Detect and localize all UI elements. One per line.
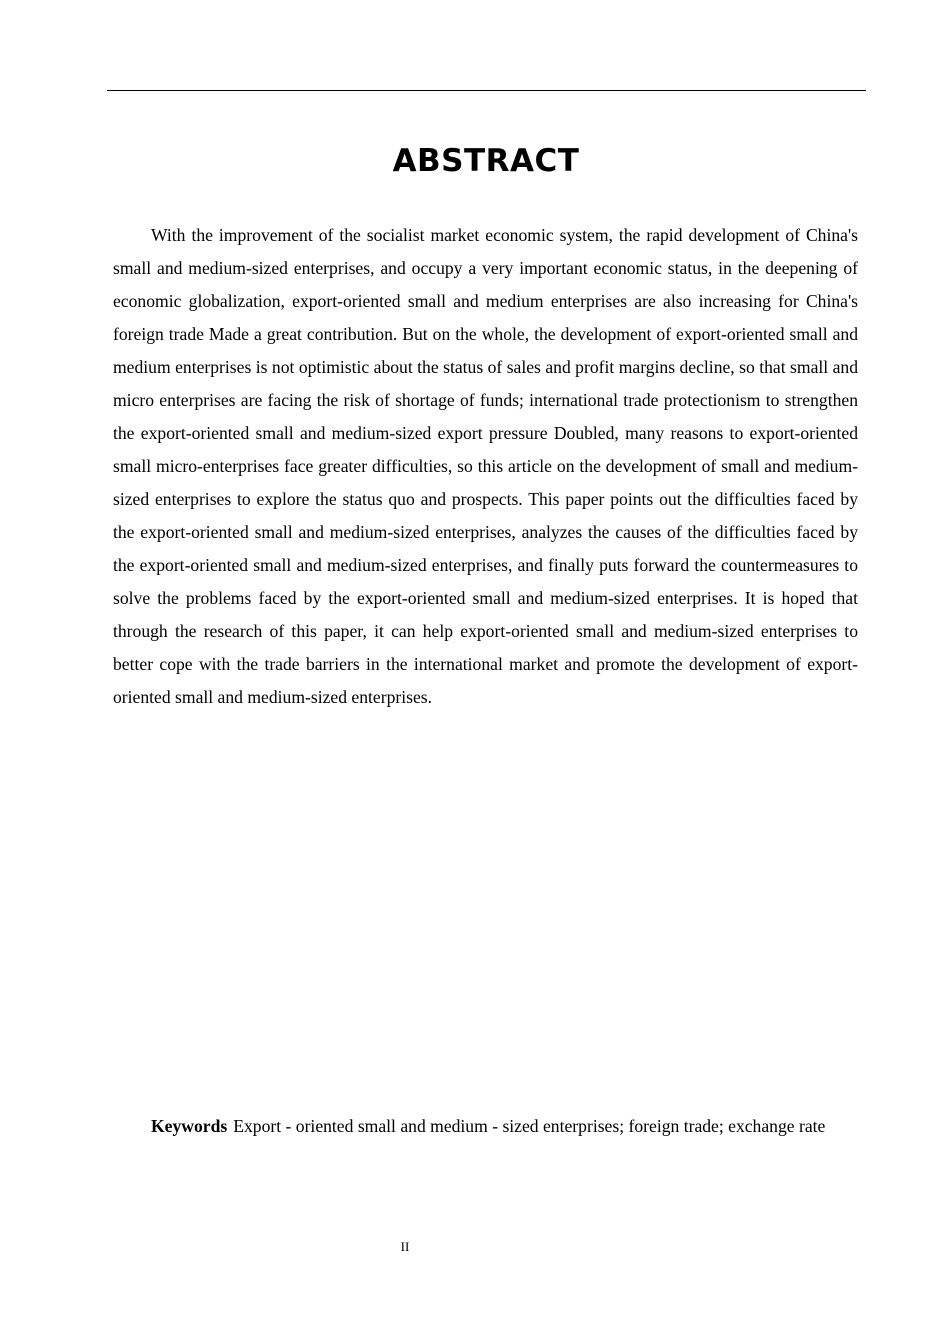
keywords-paragraph (113, 1110, 858, 1143)
abstract-paragraph: With the improvement of the socialist market economic system, the rapid development of China's small and medium-sized enterprises, and occupy a very important economic status, in the deepening of economic globalization, export-oriented small and medium enterprises are also increasing for China's foreign trade Made a great contribution. But on the whole, the development of export-oriented small and medium enterprises is not optimistic about the status of sales and profit margins decline, so that small and micro enterprises are facing the risk of shortage of funds; international trade protectionism to strengthen the export-oriented small and medium-sized export pressure Doubled, many reasons to export-oriented small micro-enterprises face greater difficulties, so this article on the development of small and medium-sized enterprises to explore the status quo and prospects. This paper points out the difficulties faced by the export-oriented small and medium-sized enterprises, analyzes the causes of the difficulties faced by the export-oriented small and medium-sized enterprises, and finally puts forward the countermeasures to solve the problems faced by the export-oriented small and medium-sized enterprises. It is hoped that through the research of this paper, it can help export-oriented small and medium-sized enterprises to better cope with the trade barriers in the international market and promote the development of export-oriented small and medium-sized enterprises. (113, 225, 858, 707)
page-title: ABSTRACT (392, 142, 580, 179)
page-number: II (400, 1239, 410, 1254)
keywords-text: Export - oriented small and medium - sized enterprises; foreign trade; exchange rate (233, 1116, 826, 1136)
header-rule (107, 90, 866, 91)
keywords-label: Keywords (151, 1116, 228, 1136)
